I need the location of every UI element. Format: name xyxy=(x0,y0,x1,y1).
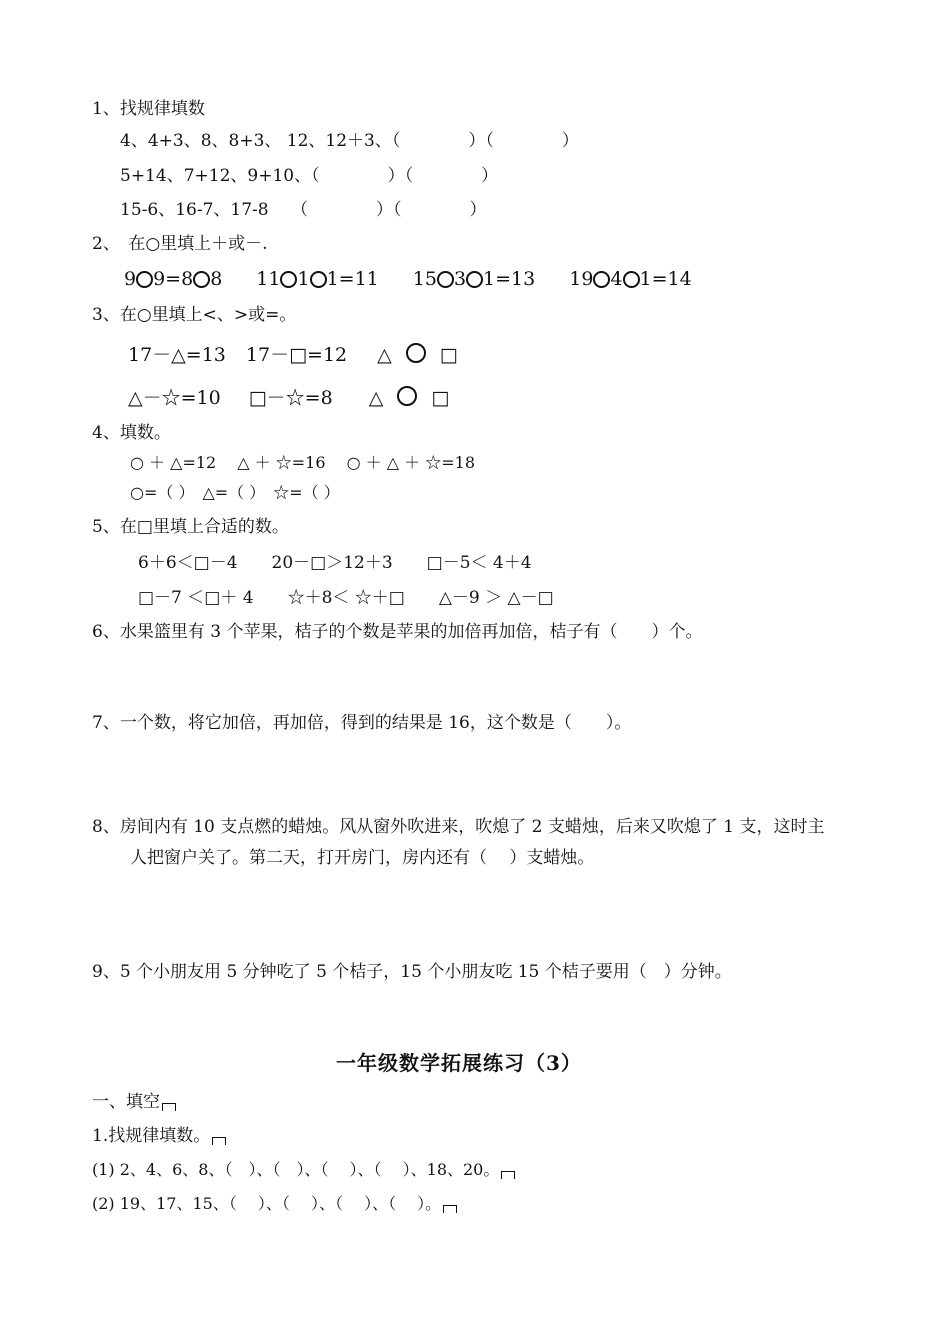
q1-row-3: 15-6、16-7、17-8 （ ）（ ） xyxy=(120,200,487,220)
q2-eq1-b: 9=8 xyxy=(153,268,194,290)
paragraph-mark-icon xyxy=(162,1103,176,1111)
q2-eq1-a: 9 xyxy=(124,268,137,290)
q2-equations xyxy=(124,268,692,290)
circle-blank-icon xyxy=(310,271,327,288)
q3-row-2 xyxy=(128,386,449,409)
q8-line-1: 8、房间内有 10 支点燃的蜡烛。风从窗外吹进来，吹熄了 2 支蜡烛，后来又吹熄了 1 支，这时主 xyxy=(92,817,825,837)
circle-blank-icon xyxy=(623,271,640,288)
q4-row-1: ○ ＋ △=12 △ ＋ ☆=16 ○ ＋ △ ＋ ☆=18 xyxy=(130,453,475,472)
q1-row-2: 5+14、7+12、9+10、（ ）（ ） xyxy=(120,166,499,186)
q3-r1-triangle: △ xyxy=(377,344,392,366)
q6-text: 6、水果篮里有 3 个苹果，桔子的个数是苹果的加倍再加倍，桔子有（ ）个。 xyxy=(92,622,703,642)
q3-title: 3、在○里填上<、>或=。 xyxy=(92,305,297,325)
circle-blank-icon xyxy=(397,386,417,406)
q2-eq4-b: 4 xyxy=(610,268,623,290)
circle-blank-icon xyxy=(193,271,210,288)
paragraph-mark-icon xyxy=(443,1205,457,1213)
circle-blank-icon xyxy=(406,343,426,363)
sub-item-2 xyxy=(92,1193,457,1215)
q2-title: 2、 在○里填上＋或－. xyxy=(92,234,268,254)
sub-item-2-text: (2) 19、17、15、（ ）、（ ）、（ ）、（ ）。 xyxy=(92,1194,442,1213)
q2-eq2-b: 1 xyxy=(297,268,310,290)
q3-r1-square: □ xyxy=(439,344,458,366)
q2-eq4-c: 1=14 xyxy=(639,268,692,290)
q3-r2-triangle: △ xyxy=(368,387,384,409)
q3-r2-eq1: △－☆=10 xyxy=(128,387,221,409)
section-title: 一年级数学拓展练习（3） xyxy=(336,1051,582,1075)
q2-eq2-c: 1=11 xyxy=(326,268,379,290)
item-1-label: 1.找规律填数。 xyxy=(92,1126,211,1146)
q4-title: 4、填数。 xyxy=(92,423,171,443)
circle-blank-icon xyxy=(437,271,454,288)
q7-text: 7、一个数，将它加倍，再加倍，得到的结果是 16，这个数是（ ）。 xyxy=(92,713,632,733)
q3-r2-square: □ xyxy=(431,387,450,409)
item-1-heading xyxy=(92,1125,226,1147)
q3-r2-eq2: □－☆=8 xyxy=(248,387,333,409)
circle-blank-icon xyxy=(280,271,297,288)
q3-r1-eq2: 17－□=12 xyxy=(245,344,348,366)
q1-row-1: 4、4+3、8、8+3、 12、12＋3、（ ）（ ） xyxy=(120,131,579,151)
q3-row-1 xyxy=(128,343,458,366)
q9-text: 9、5 个小朋友用 5 分钟吃了 5 个桔子，15 个小朋友吃 15 个桔子要用（ ）分钟。 xyxy=(92,962,732,982)
q3-r1-eq1: 17－△=13 xyxy=(128,344,226,366)
paragraph-mark-icon xyxy=(212,1137,226,1145)
q2-eq1-c: 8 xyxy=(210,268,223,290)
circle-blank-icon xyxy=(466,271,483,288)
circle-blank-icon xyxy=(593,271,610,288)
q5-row-1: 6＋6＜□－4 20－□＞12＋3 □－5＜ 4＋4 xyxy=(138,553,532,573)
q2-eq3-c: 1=13 xyxy=(483,268,536,290)
q5-row-2: □－7 ＜□＋ 4 ☆＋8＜ ☆＋□ △－9 ＞ △－□ xyxy=(138,588,554,608)
sub-item-1-text: (1) 2、4、6、8、（ ）、（ ）、（ ）、（ ）、18、20。 xyxy=(92,1160,500,1179)
q2-eq2-a: 11 xyxy=(256,268,281,290)
q2-eq3-b: 3 xyxy=(453,268,467,290)
q2-eq3-a: 15 xyxy=(412,268,437,290)
q2-eq4-a: 19 xyxy=(569,268,594,290)
q8-line-2: 人把窗户关了。第二天，打开房门，房内还有（ ）支蜡烛。 xyxy=(130,848,595,868)
q5-title: 5、在□里填上合适的数。 xyxy=(92,517,289,537)
sub-item-1 xyxy=(92,1159,515,1181)
circle-blank-icon xyxy=(136,271,153,288)
paragraph-mark-icon xyxy=(501,1171,515,1179)
q1-title: 1、找规律填数 xyxy=(92,99,205,119)
q4-row-2: ○=（ ） △=（ ） ☆=（ ） xyxy=(130,483,340,502)
part-1-heading xyxy=(92,1091,176,1113)
part-1-label: 一、填空 xyxy=(92,1092,160,1112)
